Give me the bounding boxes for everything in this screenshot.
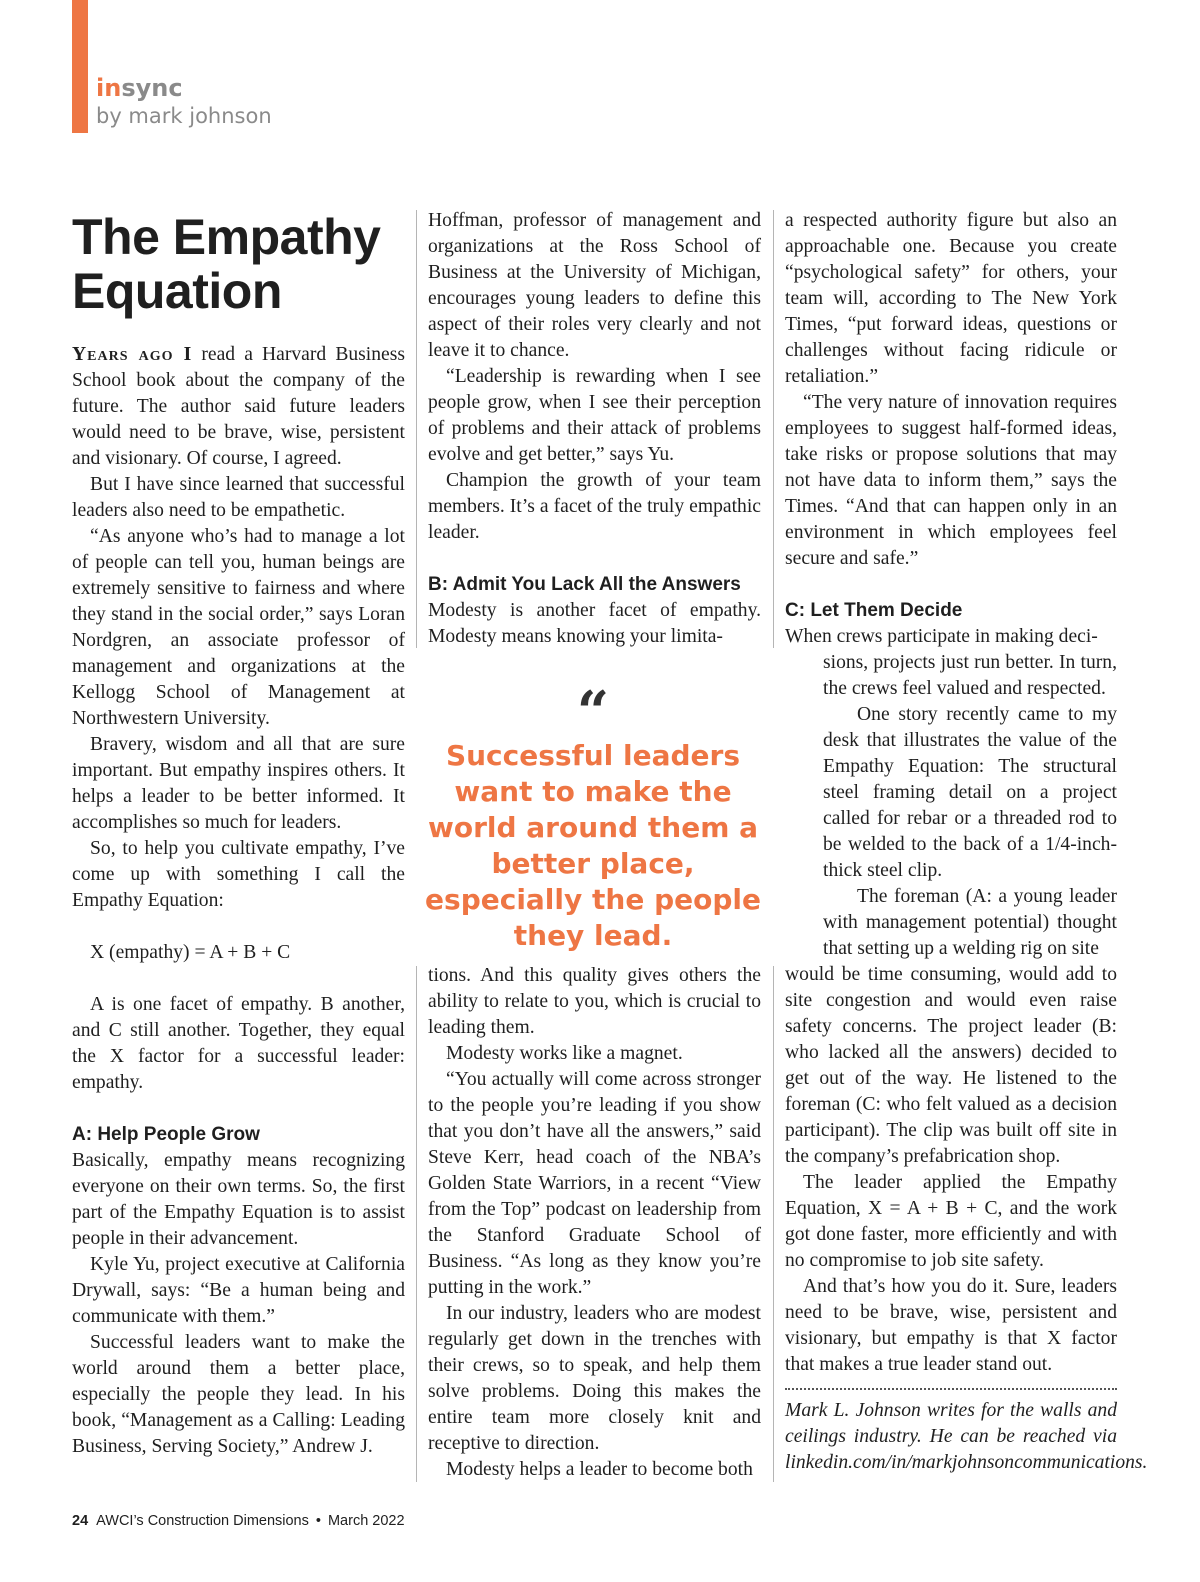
paragraph-text: read a Harvard Business School book about the company of the future. The author said future leaders would need to be brave, wise, persistent and visionary. Of course, I agreed. <box>72 344 405 469</box>
equation: X (empathy) = A + B + C <box>90 942 291 963</box>
column-divider <box>416 210 417 648</box>
column-divider <box>416 966 417 1482</box>
publication-name: AWCI’s Construction Dimensions <box>96 1513 309 1529</box>
subhead-b: B: Admit You Lack All the Answers <box>428 574 741 595</box>
paragraph: When crews participate in making deci- <box>785 626 1098 647</box>
paragraph: A is one facet of empathy. B another, and C still another. Together, they equal the X factor for a successful leader: empathy. <box>72 994 405 1093</box>
column-name-accent: in <box>96 74 122 102</box>
pull-quote <box>412 679 774 954</box>
column-name <box>96 74 183 102</box>
quote-mark-icon: “ <box>576 679 610 745</box>
paragraph: “As anyone who’s had to manage a lot of people can tell you, human beings are extremely sensitive to fairness and where they stand in the social order,” says Loran Nordgren, an associate professor of management and organizations at the Kellogg School of Management at Northwestern University. <box>72 526 405 729</box>
paragraph: tions. And this quality gives others the ability to relate to you, which is crucial to leading them. <box>428 965 761 1038</box>
paragraph: And that’s how you do it. Sure, leaders need to be brave, wise, persistent and visionary, but empathy is that X factor that makes a true leader stand out. <box>785 1276 1117 1375</box>
paragraph: would be time consuming, would add to site congestion and would even raise safety concerns. The project leader (B: who lacked all the answers) decided to get out of the way. He listened to the foreman (C: who felt valued as a decision participant). The clip was built off site in the company’s prefabrication shop. <box>785 964 1117 1167</box>
paragraph: Modesty helps a leader to become both <box>446 1459 753 1480</box>
column-divider <box>773 966 774 1482</box>
paragraph: Basically, empathy means recognizing everyone on their own terms. So, the first part of the Empathy Equation is to assist people in their advancement. <box>72 1150 405 1249</box>
subhead-c: C: Let Them Decide <box>785 600 963 621</box>
article-column-1 <box>72 210 405 1460</box>
paragraph: Champion the growth of your team members. It’s a facet of the truly empathic leader. <box>428 470 761 543</box>
paragraph: So, to help you cultivate empathy, I’ve come up with something I call the Empathy Equation: <box>72 838 405 911</box>
byline: by mark johnson <box>96 104 272 128</box>
paragraph: Modesty works like a magnet. <box>446 1043 683 1064</box>
pull-quote-text: Successful leaders want to make the world around them a better place, especially the people they lead. <box>425 739 761 952</box>
lead-in: Years ago I <box>72 344 193 365</box>
article-title: The Empathy Equation <box>72 209 381 319</box>
paragraph: In our industry, leaders who are modest regularly get down in the trenches with their crews, so to speak, and help them solve problems. Doing this makes the entire team more closely knit and receptive to direction. <box>428 1303 761 1454</box>
column-divider <box>773 210 774 648</box>
paragraph: Bravery, wisdom and all that are sure important. But empathy inspires others. It helps a leader to be better informed. It accomplishes so much for leaders. <box>72 734 405 833</box>
paragraph: sions, projects just run better. In turn, the crews feel valued and respected. <box>823 652 1117 699</box>
column-name-rest: sync <box>121 74 183 102</box>
footer-separator: • <box>315 1513 321 1529</box>
paragraph <box>72 342 405 472</box>
article-column-3 <box>785 208 1148 1476</box>
paragraph: a respected authority figure but also an approachable one. Because you create “psychological safety” for others, your team will, according to The New York Times, “put forward ideas, questions or challenges without facing ridicule or retaliation.” <box>785 210 1117 387</box>
paragraph: Modesty is another facet of empathy. Modesty means knowing your limita- <box>428 600 761 647</box>
paragraph: The leader applied the Empathy Equation, X = A + B + C, and the work got done faster, more efficiently and with no compromise to job site safety. <box>785 1172 1117 1271</box>
subhead-a: A: Help People Grow <box>72 1124 260 1145</box>
article-column-2-bottom <box>428 963 761 1483</box>
dotted-divider <box>785 1388 1117 1390</box>
paragraph: Successful leaders want to make the world around them a better place, especially the people they lead. In his book, “Management as a Calling: Leading Business, Serving Society,” Andrew J. <box>72 1332 405 1457</box>
paragraph: Kyle Yu, project executive at California Drywall, says: “Be a human being and communicate with them.” <box>72 1254 405 1327</box>
accent-bar <box>72 0 88 133</box>
page-number: 24 <box>72 1513 89 1529</box>
paragraph: One story recently came to my desk that illustrates the value of the Empathy Equation: The structural steel framing detail on a project called for rebar or a threaded rod to be welded to the back of a 1/4-inch-thick steel clip. <box>823 704 1117 881</box>
author-bio: Mark L. Johnson writes for the walls and ceilings industry. He can be reached via linkedin.com/in/markjohnsoncommunications. <box>785 1400 1148 1473</box>
paragraph: The foreman (A: a young leader with management potential) thought that setting up a welding rig on site <box>823 886 1117 959</box>
paragraph: Hoffman, professor of management and organizations at the Ross School of Business at the University of Michigan, encourages young leaders to define this aspect of their roles very clearly and not leave it to chance. <box>428 210 761 361</box>
paragraph: “Leadership is rewarding when I see people grow, when I see their perception of problems and their attack of problems evolve and get better,” says Yu. <box>428 366 761 465</box>
article-column-2-top <box>428 208 761 650</box>
paragraph: “You actually will come across stronger to the people you’re leading if you show that you don’t have all the answers,” said Steve Kerr, head coach of the NBA’s Golden State Warriors, in a recent “View from the Top” podcast on leadership from the Stanford Graduate School of Business. “As long as they know you’re putting in the work.” <box>428 1069 761 1298</box>
paragraph: But I have since learned that successful leaders also need to be empathetic. <box>72 474 405 521</box>
issue-date: March 2022 <box>327 1513 405 1529</box>
paragraph: “The very nature of innovation requires employees to suggest half-formed ideas, take risks or propose solutions that may not have data to inform them,” says the Times. “And that can happen only in an environment in which employees feel secure and safe.” <box>785 392 1117 569</box>
page-footer <box>72 1513 405 1529</box>
